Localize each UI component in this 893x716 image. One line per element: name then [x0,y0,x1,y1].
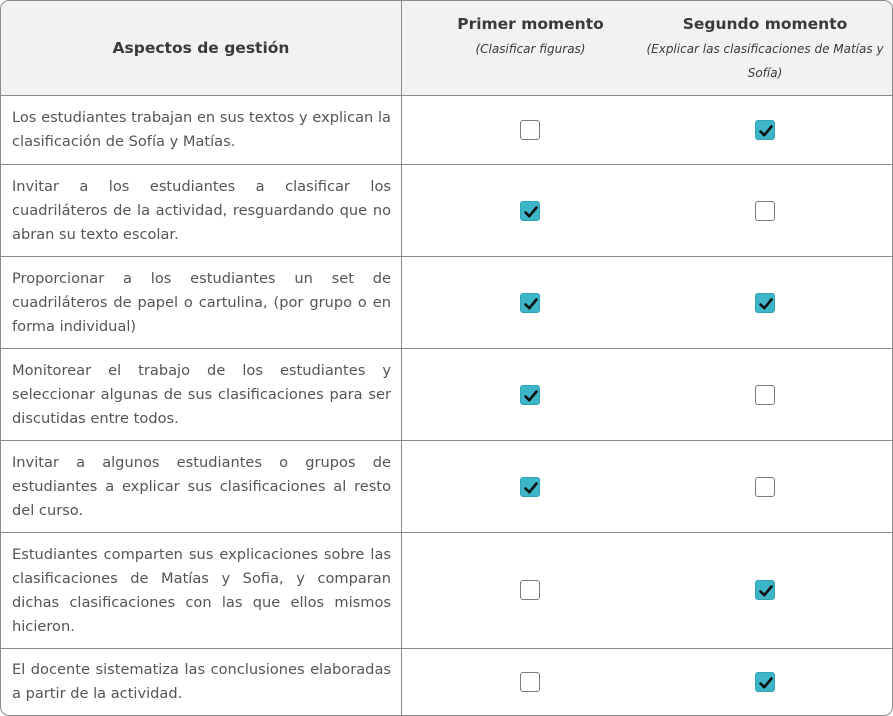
header-segundo-subtitle-line1: (Explicar las clasificaciones de Matías y [646,42,884,56]
row-aspect-text: Proporcionar a los estudiantes un set de cuadriláteros de papel o cartulina, (por grupo o en forma individual) [12,270,391,335]
primer-checkbox[interactable] [520,580,540,600]
primer-checkbox[interactable] [520,293,540,313]
column-divider [401,1,402,715]
primer-checkbox[interactable] [520,672,540,692]
row-aspect-text: Invitar a los estudiantes a clasificar los cuadriláteros de la actividad, resguardando que no abran su texto escolar. [12,178,391,243]
header-segundo-momento [646,13,884,85]
table-row [1,95,892,164]
segundo-checkbox[interactable] [755,672,775,692]
header-segundo-title: Segundo momento [682,15,848,33]
header-primer-subtitle: (Clasificar figuras) [475,42,586,56]
table-row [1,440,892,532]
primer-checkbox[interactable] [520,201,540,221]
segundo-checkbox[interactable] [755,120,775,140]
header-segundo-subtitle-line2: Sofía) [747,66,783,80]
table-row [1,348,892,440]
check-icon [758,296,774,312]
table-row [1,648,892,715]
row-aspect-text: Los estudiantes trabajan en sus textos y explican la clasificación de Sofía y Matías. [12,109,391,150]
header-primer-momento [402,13,659,61]
table-header [1,1,892,95]
segundo-checkbox[interactable] [755,201,775,221]
primer-checkbox[interactable] [520,477,540,497]
check-icon [523,480,539,496]
check-icon [758,123,774,139]
table-row [1,532,892,648]
segundo-checkbox[interactable] [755,477,775,497]
check-icon [523,388,539,404]
check-icon [758,675,774,691]
segundo-checkbox[interactable] [755,293,775,313]
header-primer-title: Primer momento [457,15,604,33]
segundo-checkbox[interactable] [755,385,775,405]
primer-checkbox[interactable] [520,120,540,140]
row-aspect-text: Invitar a algunos estudiantes o grupos de estudiantes a explicar sus clasificaciones al resto del curso. [12,454,391,519]
check-icon [523,296,539,312]
table-row [1,256,892,348]
header-segundo-subtitle [646,37,884,85]
header-aspects: Aspectos de gestión [112,39,290,57]
row-aspect-text: Estudiantes comparten sus explicaciones sobre las clasificaciones de Matías y Sofia, y comparan dichas clasificaciones con las que ellos mismos hicieron. [12,546,391,635]
primer-checkbox[interactable] [520,385,540,405]
check-icon [758,583,774,599]
check-icon [523,204,539,220]
row-aspect-text: Monitorear el trabajo de los estudiantes y seleccionar algunas de sus clasificaciones para ser discutidas entre todos. [12,362,391,427]
table-row [1,164,892,256]
row-aspect-text: El docente sistematiza las conclusiones elaboradas a partir de la actividad. [12,661,391,702]
segundo-checkbox[interactable] [755,580,775,600]
